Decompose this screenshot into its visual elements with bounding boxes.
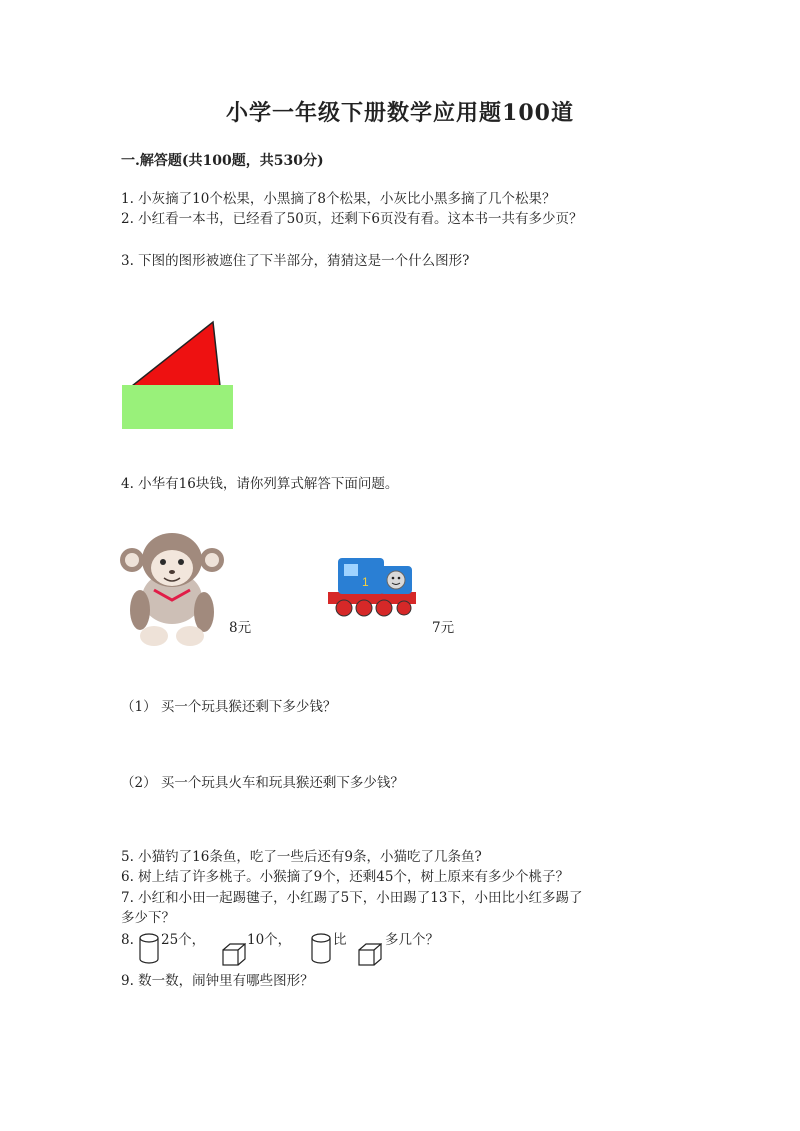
question-8-prefix: 8. — [121, 932, 134, 948]
train-price: 7元 — [432, 620, 455, 636]
cylinder-icon — [138, 933, 160, 965]
question-4-sub-2: （2） 买一个玩具火车和玩具猴还剩下多少钱？ — [121, 775, 404, 791]
svg-text:1: 1 — [362, 575, 369, 589]
question-7-line-2: 多少下？ — [121, 910, 175, 926]
toy-monkey-image — [118, 528, 226, 652]
cube-icon — [358, 943, 382, 967]
question-1: 1. 小灰摘了10个松果，小黑摘了8个松果，小灰比小黑多摘了几个松果？ — [121, 191, 556, 207]
question-9: 9. 数一数，闹钟里有哪些图形？ — [121, 973, 314, 989]
hidden-triangle-figure — [120, 320, 236, 432]
question-3: 3. 下图的图形被遮住了下半部分，猜猜这是一个什么图形? — [121, 253, 470, 269]
question-8-part-3: 比 — [333, 932, 347, 948]
section-heading: 一.解答题(共100题，共530分) — [121, 153, 324, 169]
cylinder-icon — [310, 933, 332, 965]
question-8-part-4: 多几个？ — [385, 932, 439, 948]
page-title: 小学一年级下册数学应用题100道 — [226, 100, 574, 126]
question-5: 5. 小猫钓了16条鱼，吃了一些后还有9条，小猫吃了几条鱼? — [121, 849, 482, 865]
question-8-part-2: 10个， — [247, 932, 292, 948]
cube-icon — [222, 943, 246, 967]
toy-train-image — [322, 550, 422, 624]
question-6: 6. 树上结了许多桃子。小猴摘了9个，还剩45个，树上原来有多少个桃子？ — [121, 869, 569, 885]
question-2: 2. 小红看一本书，已经看了50页，还剩下6页没有看。这本书一共有多少页？ — [121, 211, 583, 227]
question-7-line-1: 7. 小红和小田一起踢毽子，小红踢了5下，小田踢了13下，小田比小红多踢了 — [121, 890, 583, 906]
question-8-part-1: 25个， — [161, 932, 206, 948]
triangle-shape — [132, 322, 220, 386]
question-4-sub-1: （1） 买一个玩具猴还剩下多少钱？ — [121, 699, 337, 715]
monkey-price: 8元 — [229, 620, 252, 636]
question-4: 4. 小华有16块钱，请你列算式解答下面问题。 — [121, 476, 399, 492]
cover-rectangle — [122, 385, 233, 429]
